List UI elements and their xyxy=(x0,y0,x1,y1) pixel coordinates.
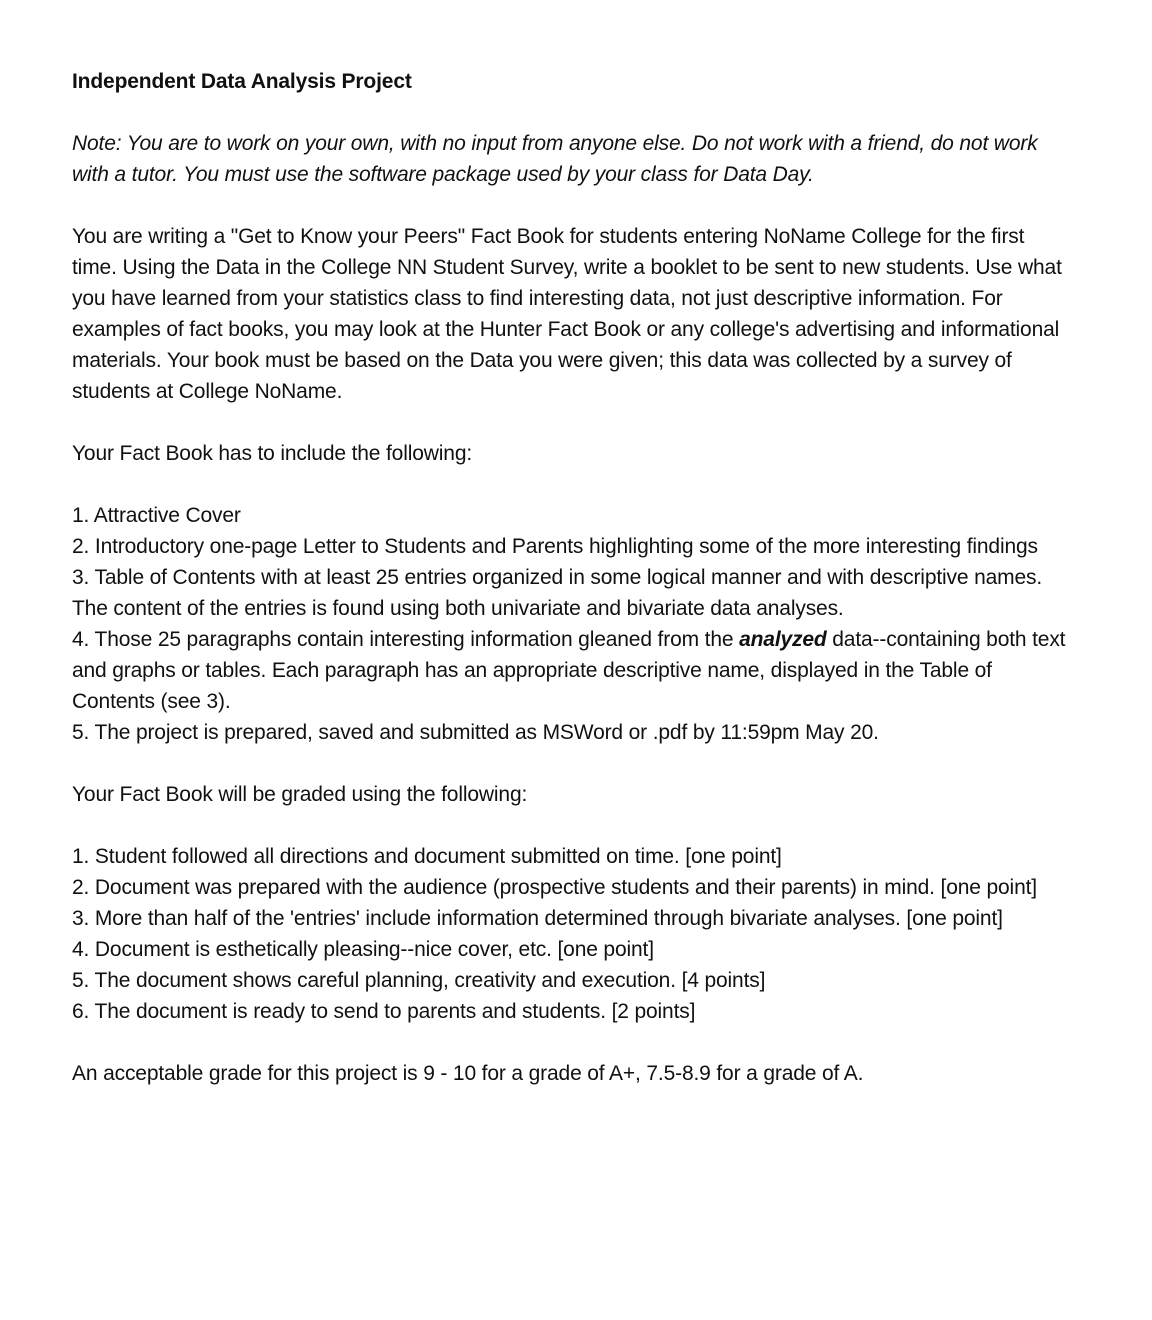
grading-item: 2. Document was prepared with the audience (prospective students and their parents) in mind. [one point] xyxy=(72,876,1037,899)
spacer xyxy=(72,190,1072,221)
grading-list xyxy=(72,841,1072,1027)
grading-heading: Your Fact Book will be graded using the following: xyxy=(72,783,528,806)
requirement-item xyxy=(72,624,1072,717)
requirements-list xyxy=(72,500,1072,748)
closing-paragraph: An acceptable grade for this project is 9 - 10 for a grade of A+, 7.5-8.9 for a grade of A. xyxy=(72,1062,864,1085)
requirement-text: data--containing both text and graphs or tables. Each paragraph has an appropriate descriptive name, displayed in the Table of Contents (see 3). xyxy=(72,628,1066,713)
requirements-heading: Your Fact Book has to include the following: xyxy=(72,442,473,465)
document-title: Independent Data Analysis Project xyxy=(72,70,412,93)
spacer xyxy=(72,1027,1072,1058)
grading-item: 4. Document is esthetically pleasing--nice cover, etc. [one point] xyxy=(72,938,654,961)
requirement-item: 1. Attractive Cover xyxy=(72,504,241,527)
spacer xyxy=(72,810,1072,841)
spacer xyxy=(72,407,1072,438)
spacer xyxy=(72,469,1072,500)
requirement-text: 4. Those 25 paragraphs contain interesting information gleaned from the xyxy=(72,628,740,651)
intro-paragraph: You are writing a "Get to Know your Peers" Fact Book for students entering NoName College for the first time. Using the Data in the College NN Student Survey, write a booklet to be sent to new students. Use what you have learned from your statistics class to find interesting data, not just descriptive information. For examples of fact books, you may look at the Hunter Fact Book or any college's advertising and informational materials. Your book must be based on the Data you were given; this data was collected by a survey of students at College NoName. xyxy=(72,225,1062,403)
grading-item: 6. The document is ready to send to parents and students. [2 points] xyxy=(72,1000,696,1023)
spacer xyxy=(72,748,1072,779)
note-paragraph: Note: You are to work on your own, with no input from anyone else. Do not work with a friend, do not work with a tutor. You must use the software package used by your class for Data Day. xyxy=(72,132,1038,186)
grading-item: 1. Student followed all directions and document submitted on time. [one point] xyxy=(72,845,782,868)
grading-item: 5. The document shows careful planning, creativity and execution. [4 points] xyxy=(72,969,766,992)
spacer xyxy=(72,97,1072,128)
requirement-item: 5. The project is prepared, saved and submitted as MSWord or .pdf by 11:59pm May 20. xyxy=(72,721,879,744)
requirement-item: 3. Table of Contents with at least 25 entries organized in some logical manner and with descriptive names. The content of the entries is found using both univariate and bivariate data analyses. xyxy=(72,566,1043,620)
grading-item: 3. More than half of the 'entries' include information determined through bivariate analyses. [one point] xyxy=(72,907,1003,930)
document-page xyxy=(72,66,1072,1089)
requirement-item: 2. Introductory one-page Letter to Students and Parents highlighting some of the more interesting findings xyxy=(72,535,1038,558)
emphasized-word: analyzed xyxy=(739,628,827,651)
